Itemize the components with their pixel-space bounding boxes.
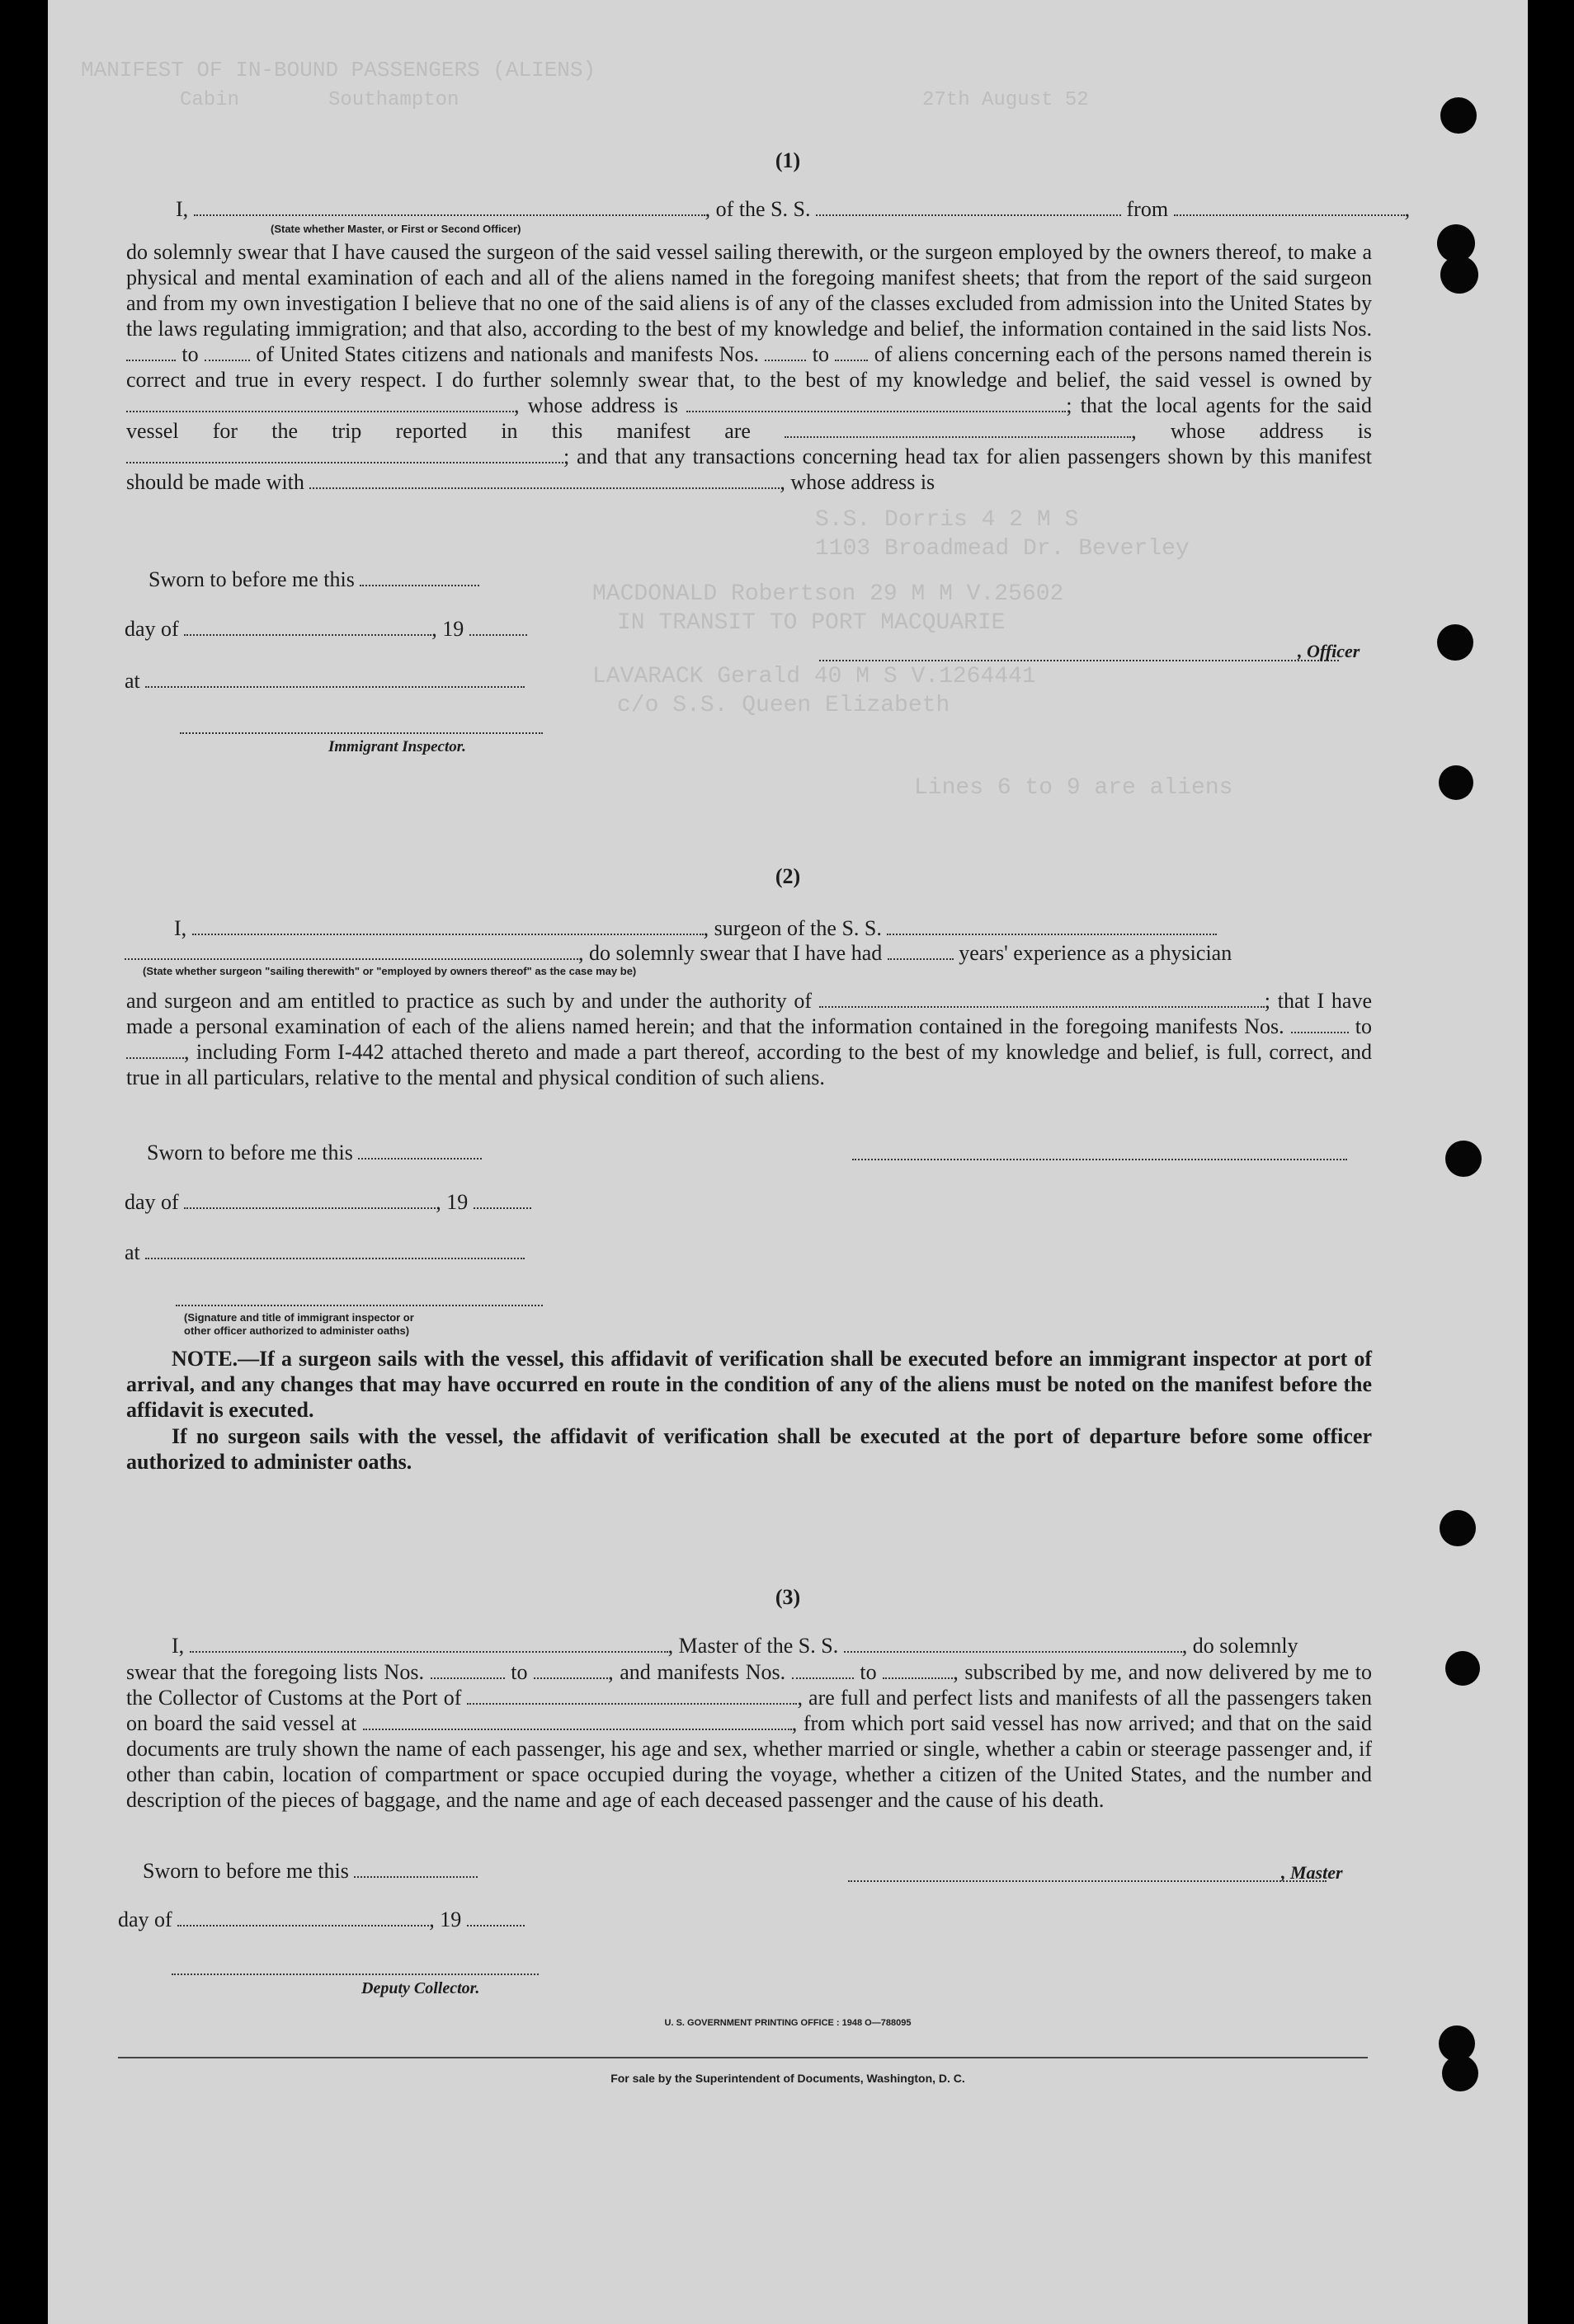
footer-rule xyxy=(118,2057,1368,2058)
bleed-through-line: 1103 Broadmead Dr. Beverley xyxy=(815,536,1190,562)
blank-list-from[interactable] xyxy=(126,343,176,361)
section-1-number: (1) xyxy=(775,148,801,172)
section-2-line-a: I, , surgeon of the S. S. xyxy=(174,915,1217,941)
stamp-line: 27th August 52 xyxy=(922,89,1089,111)
blank-day-of[interactable] xyxy=(184,616,431,636)
blank-list-to[interactable] xyxy=(534,1661,608,1679)
master-signature-line[interactable] xyxy=(848,1880,1327,1882)
blank-surgeon-vessel[interactable] xyxy=(887,915,1217,935)
surgeon-signature-line[interactable] xyxy=(852,1159,1347,1160)
blank-year[interactable] xyxy=(467,1907,525,1926)
collector-signature-line[interactable] xyxy=(172,1974,539,1975)
section-3-line-a: I, , Master of the S. S. , do solemnly xyxy=(172,1634,1298,1658)
caption-officer: (State whether Master, or First or Second Officer) xyxy=(271,223,521,235)
for-sale-line: For sale by the Superintendent of Documents, Washington, D. C. xyxy=(610,2072,965,2085)
section-2-line-b: , do solemnly swear that I have had years' experience as a physician xyxy=(125,940,1232,966)
blank-agents-address[interactable] xyxy=(126,445,563,463)
master-label: , Master xyxy=(1281,1862,1343,1883)
blank-manifest-from[interactable] xyxy=(792,1661,854,1679)
bleed-through-line: LAVARACK Gerald 40 M S V.1264441 xyxy=(592,664,1036,689)
section-1-line-a: I, , of the S. S. from , xyxy=(176,197,1411,221)
blank-list-to[interactable] xyxy=(205,343,250,361)
punch-hole xyxy=(1440,256,1478,294)
section-3-number: (3) xyxy=(775,1585,801,1609)
caption-signature: other officer authorized to administer oaths) xyxy=(184,1324,410,1337)
bleed-through-line: Lines 6 to 9 are aliens xyxy=(914,775,1233,801)
blank-manifest-to[interactable] xyxy=(835,343,868,361)
blank-manifest-to[interactable] xyxy=(883,1661,953,1679)
blank-at[interactable] xyxy=(145,668,525,688)
punch-hole xyxy=(1439,765,1473,800)
bleed-through-line: S.S. Dorris 4 2 M S xyxy=(815,507,1079,533)
label-i: I, xyxy=(176,197,189,221)
blank-list-from[interactable] xyxy=(431,1661,505,1679)
blank-officer[interactable] xyxy=(194,196,705,216)
blank-manifest-from[interactable] xyxy=(1291,1015,1349,1033)
section-2-body: and surgeon and am entitled to practice as such by and under the authority of ; that I have made a personal examination of each of the aliens named herein; and that the information contained in the foregoing manifests Nos. to , including Form I-442 attached thereto and made a part thereof, according to the best of my knowledge and belief, is full, correct, and true in all particulars, relative to the mental and physical condition of such aliens. xyxy=(126,989,1373,1089)
blank-from[interactable] xyxy=(1174,196,1405,216)
blank-manifest-from[interactable] xyxy=(765,343,806,361)
blank-manifest-to[interactable] xyxy=(126,1041,184,1059)
caption-surgeon: (State whether surgeon "sailing therewith" or "employed by owners thereof" as the case may be) xyxy=(143,965,637,977)
blank-sworn-day[interactable] xyxy=(360,567,479,586)
manifest-page xyxy=(48,0,1528,2324)
section-1-day-of: day of , 19 xyxy=(125,616,527,642)
blank-authority[interactable] xyxy=(819,990,1265,1008)
blank-owner-address[interactable] xyxy=(686,394,1066,412)
inspector-signature-line[interactable] xyxy=(176,1305,543,1306)
section-2-number: (2) xyxy=(775,864,801,888)
blank-owner[interactable] xyxy=(126,394,514,412)
blank-years[interactable] xyxy=(888,940,954,960)
inspector-label: Immigrant Inspector. xyxy=(328,738,466,755)
blank-day-of[interactable] xyxy=(177,1907,429,1926)
punch-hole xyxy=(1440,97,1477,134)
section-2-at: at xyxy=(125,1240,525,1265)
bleed-through-line: c/o S.S. Queen Elizabeth xyxy=(617,693,950,718)
punch-hole xyxy=(1442,2055,1478,2091)
bleed-through-line: IN TRANSIT TO PORT MACQUARIE xyxy=(617,610,1006,636)
note-paragraph: NOTE.—If a surgeon sails with the vessel, this affidavit of verification shall be executed before an immigrant inspector at port of arrival, and any changes that may have occurred en route in the condition of any of the aliens must be noted on the manifest before the affidavit is executed. xyxy=(126,1347,1372,1422)
bleed-through-line: MACDONALD Robertson 29 M M V.25602 xyxy=(592,581,1064,607)
section-1-at: at xyxy=(125,668,525,694)
section-2-day-of: day of , 19 xyxy=(125,1189,531,1215)
section-1-body: do solemnly swear that I have caused the surgeon of the said vessel sailing therewith, or the surgeon employed by the owners thereof, to make a physical and mental examination of each and all of the aliens named in the foregoing manifest sheets; that from the report of the said surgeon and from my own investigation I believe that no one of the said aliens is of any of the classes excluded from admission into the United States by the laws regulating immigration; and that also, according to the best of my knowledge and belief, the information contained in the said lists Nos. to of United States citizens and nationals and manifests Nos. to of aliens concerning each of the persons named therein is correct and true in every respect. I do further solemnly swear that, to the best of my knowledge and belief, the said vessel is owned by , whose address is ; that the local agents for the said vessel for the trip reported in this manifest are , whose address is ; and that any transactions concerning head tax for alien passengers shown by this manifest should be made with , whose address is xyxy=(126,240,1373,494)
label-from: from xyxy=(1126,197,1169,221)
officer-label: , Officer xyxy=(1298,641,1360,661)
section-3-day-of: day of , 19 xyxy=(118,1907,525,1932)
caption-signature: (Signature and title of immigrant inspector or xyxy=(184,1311,414,1324)
blank-surgeon-status[interactable] xyxy=(125,940,578,960)
blank-day-of[interactable] xyxy=(184,1189,436,1209)
label-of-ss: , of the S. S. xyxy=(705,197,811,221)
blank-master-name[interactable] xyxy=(190,1633,668,1653)
inspector-signature-line[interactable] xyxy=(180,732,543,734)
blank-at[interactable] xyxy=(145,1240,525,1259)
blank-sworn-day[interactable] xyxy=(354,1858,478,1878)
stamp-line: Southampton xyxy=(328,89,459,111)
note-paragraph: If no surgeon sails with the vessel, the affidavit of verification shall be executed at the port of departure before some officer authorized to administer oaths. xyxy=(126,1424,1372,1474)
blank-port[interactable] xyxy=(467,1687,797,1705)
stamp-line: Cabin xyxy=(180,89,240,111)
blank-year[interactable] xyxy=(474,1189,531,1209)
blank-surgeon-name[interactable] xyxy=(192,915,704,935)
printing-office-line: U. S. GOVERNMENT PRINTING OFFICE : 1948 O—788095 xyxy=(664,2018,912,2028)
blank-master-vessel[interactable] xyxy=(844,1633,1182,1653)
blank-head-tax[interactable] xyxy=(309,471,780,489)
blank-sworn-day[interactable] xyxy=(358,1140,482,1160)
blank-agents[interactable] xyxy=(785,420,1131,438)
section-3-body: swear that the foregoing lists Nos. to , and manifests Nos. to , subscribed by me, and now delivered by me to the Collector of Customs at the Port of , are full and perfect lists and manifests of all the passengers taken on board the said vessel at , from which port said vessel has now arrived; and that on the said documents are truly shown the name of each passenger, his age and sex, whether married or single, whether a cabin or steerage passenger and, if other than cabin, location of compartment or space occupied during the voyage, whether a citizen of the United States, and the number and description of the pieces of baggage, and the name and age of each deceased passenger and the cause of his death. xyxy=(126,1660,1373,1812)
blank-vessel[interactable] xyxy=(816,196,1121,216)
punch-hole xyxy=(1445,1651,1480,1686)
blank-year[interactable] xyxy=(469,616,527,636)
stamp-line: MANIFEST OF IN-BOUND PASSENGERS (ALIENS) xyxy=(81,58,596,82)
punch-hole xyxy=(1437,624,1473,661)
officer-signature-line[interactable] xyxy=(819,660,1339,661)
blank-port-departure[interactable] xyxy=(363,1712,792,1730)
section-1-sworn: Sworn to before me this xyxy=(148,567,479,592)
collector-label: Deputy Collector. xyxy=(361,1979,480,1997)
section-2-sworn: Sworn to before me this xyxy=(147,1140,482,1165)
section-3-sworn: Sworn to before me this xyxy=(143,1858,478,1884)
punch-hole xyxy=(1445,1141,1482,1177)
punch-hole xyxy=(1440,1510,1476,1546)
